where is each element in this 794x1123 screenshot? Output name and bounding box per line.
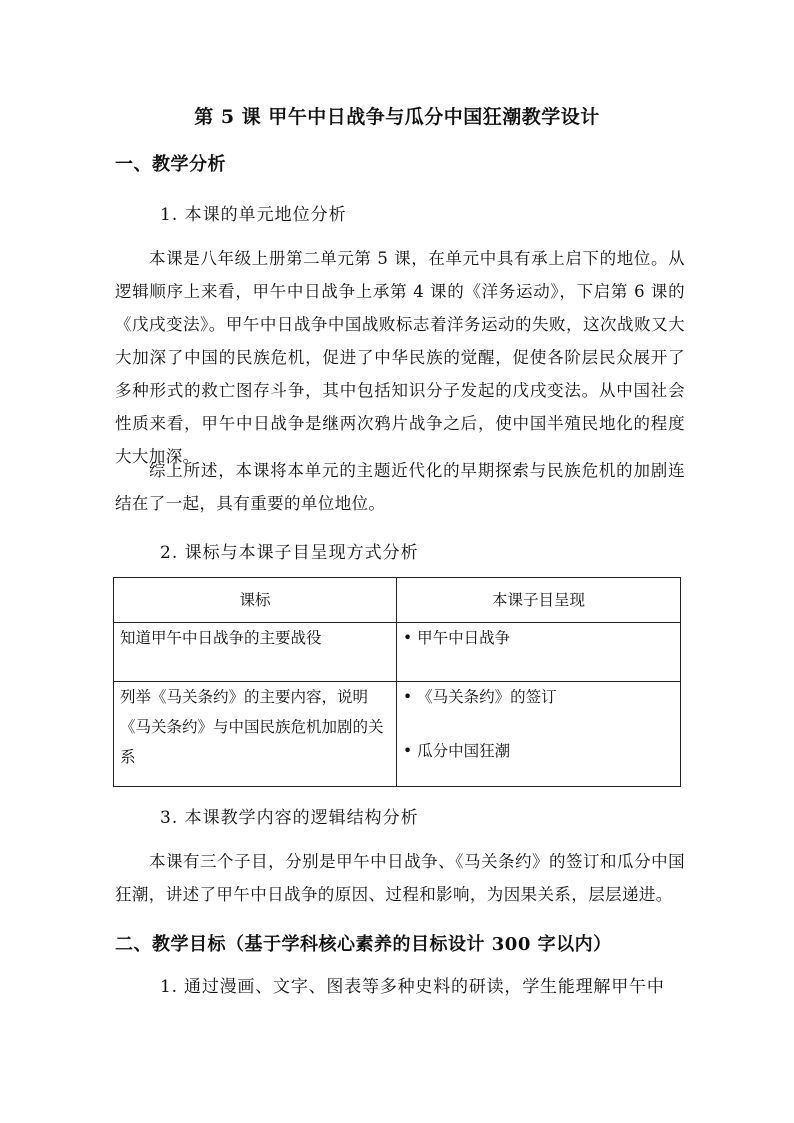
table-cell-subtopics bbox=[397, 623, 681, 682]
document-title: 第 5 课 甲午中日战争与瓜分中国狂潮教学设计 bbox=[194, 106, 600, 128]
table-row bbox=[114, 623, 681, 682]
table-cell-standard: 知道甲午中日战争的主要战役 bbox=[114, 623, 397, 682]
standards-table bbox=[113, 577, 681, 787]
paragraph-summary: 综上所述，本课将本单元的主题近代化的早期探索与民族危机的加剧连结在了一起，具有重要的单位地位。 bbox=[115, 461, 685, 513]
objective-item-1: 1. 通过漫画、文字、图表等多种史料的研读，学生能理解甲午中 bbox=[160, 977, 665, 997]
section-heading-analysis: 一、教学分析 bbox=[115, 154, 226, 175]
table-header-subtopics: 本课子目呈现 bbox=[397, 578, 681, 623]
subtopic-item: • 《马关条约》的签订 bbox=[403, 688, 557, 706]
paragraph-unit-position: 本课是八年级上册第二单元第 5 课，在单元中具有承上启下的地位。从逻辑顺序上来看，甲午中日战争上承第 4 课的《洋务运动》，下启第 6 课的《戊戌变法》。甲午中日战争中国战败标志着洋务运动的失败，这次战败又大大加深了中国的民族危机，促进了中华民族的觉醒，促使各阶层民众展开了多种形式的救亡图存斗争，其中包括知识分子发起的戊戌变法。从中国社会性质来看，甲午中日战争是继两次鸦片战争之后，使中国半殖民地化的程度大大加深。 bbox=[115, 249, 685, 466]
subtopic-item: • 瓜分中国狂潮 bbox=[403, 742, 511, 760]
table-header-row bbox=[114, 578, 681, 623]
section-heading-objectives: 二、教学目标（基于学科核心素养的目标设计 300 字以内） bbox=[115, 934, 612, 955]
subheading-logic-structure: 3. 本课教学内容的逻辑结构分析 bbox=[160, 808, 419, 828]
table-row bbox=[114, 682, 681, 787]
paragraph-logic-structure: 本课有三个子目，分别是甲午中日战争、《马关条约》的签订和瓜分中国狂潮，讲述了甲午中日战争的原因、过程和影响，为因果关系，层层递进。 bbox=[115, 852, 685, 904]
subheading-unit-position: 1. 本课的单元地位分析 bbox=[160, 205, 347, 225]
subheading-standards-analysis: 2. 课标与本课子目呈现方式分析 bbox=[160, 543, 419, 563]
table-cell-subtopics bbox=[397, 682, 681, 787]
table-cell-standard: 列举《马关条约》的主要内容，说明《马关条约》与中国民族危机加剧的关系 bbox=[114, 682, 397, 787]
table-header-standard: 课标 bbox=[114, 578, 397, 623]
subtopic-item: • 甲午中日战争 bbox=[403, 629, 511, 647]
